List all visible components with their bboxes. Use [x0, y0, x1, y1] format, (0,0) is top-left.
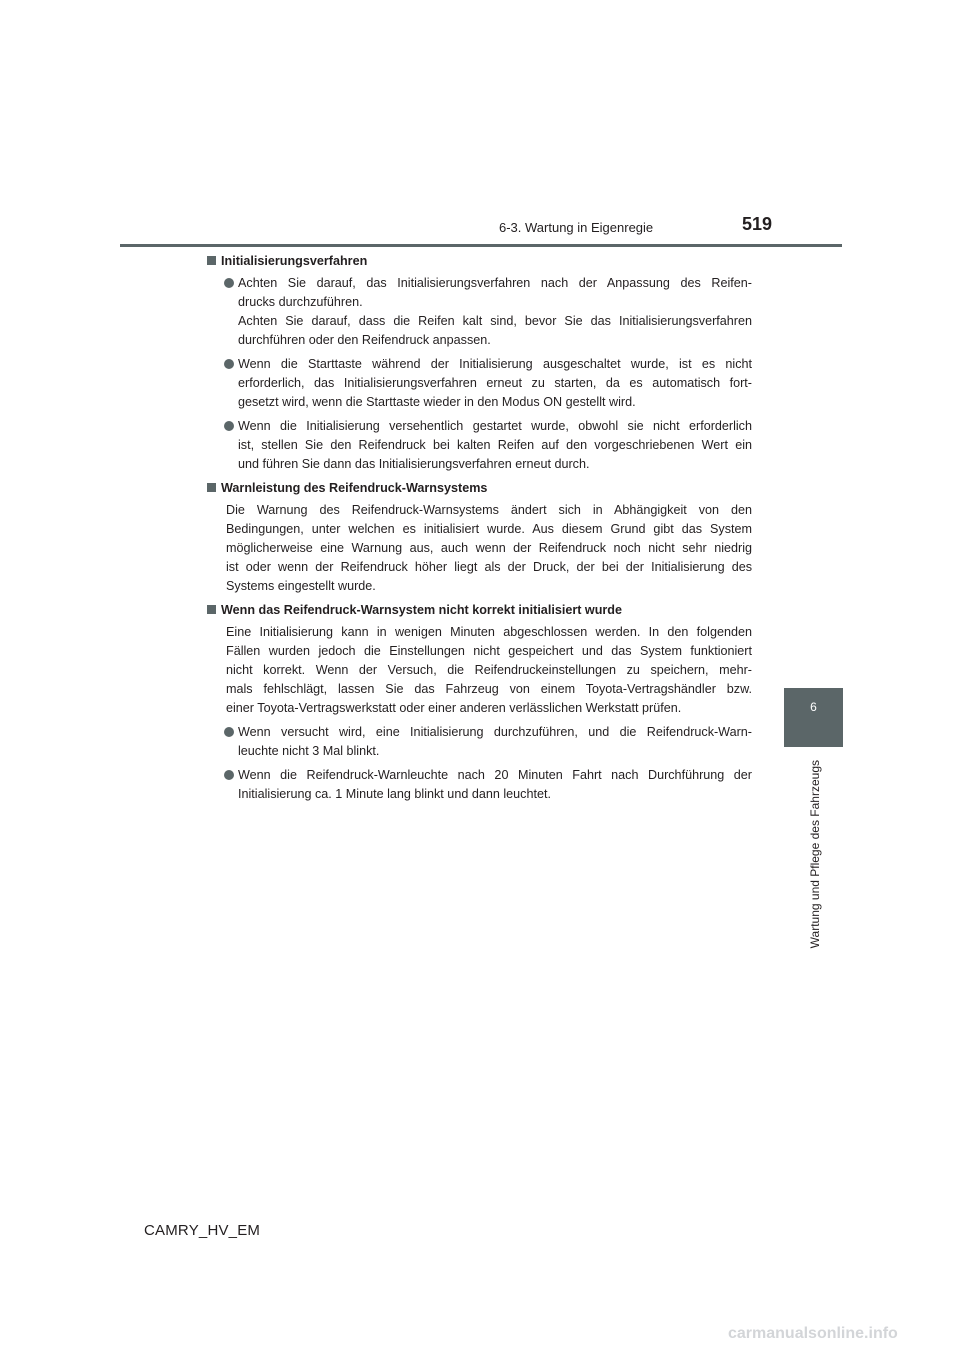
text-line: Wenn die Starttaste während der Initialisierung ausgeschaltet wurde, ist es nicht: [238, 357, 752, 371]
text-line: ist oder wenn der Reifendruck höher liegt als der Druck, der bei der Initialisierung des: [226, 560, 752, 574]
text-line: erforderlich, das Initialisierungsverfahren erneut zu starten, da es automatisch fort-: [238, 376, 752, 390]
list-item: [207, 766, 752, 804]
list-item-text: [238, 723, 752, 761]
text-line: ist, stellen Sie den Reifendruck bei kalten Reifen auf den vorgeschriebenen Wert ein: [238, 438, 752, 452]
square-bullet-icon: [207, 483, 216, 492]
text-line: Achten Sie darauf, dass die Reifen kalt sind, bevor Sie das Initialisierungsverfahren: [238, 314, 752, 328]
chapter-number: 6: [810, 700, 817, 714]
circle-bullet-icon: [224, 278, 234, 288]
text-line: durchführen oder den Reifendruck anpassen.: [238, 333, 491, 347]
text-line: möglicherweise eine Warnung aus, auch wenn der Reifendruck noch nicht sehr niedrig: [226, 541, 752, 555]
text-line: nicht korrekt. Wenn der Versuch, die Reifendruckeinstellungen zu speichern, mehr-: [226, 663, 752, 677]
text-line: Bedingungen, unter welchen es initialisiert wurde. Aus diesem Grund gibt das System: [226, 522, 752, 536]
text-line: gesetzt wird, wenn die Starttaste wieder in den Modus ON gestellt wird.: [238, 395, 636, 409]
text-line: Eine Initialisierung kann in wenigen Minuten abgeschlossen werden. In den folgenden: [226, 625, 752, 639]
text-line: Die Warnung des Reifendruck-Warnsystems ändert sich in Abhängigkeit von den: [226, 503, 752, 517]
text-line: Fällen wurden jedoch die Einstellungen nicht gespeichert und das System funktioniert: [226, 644, 752, 658]
watermark: carmanualsonline.info: [728, 1325, 898, 1342]
section-heading: [207, 479, 752, 498]
list-item-text: [238, 355, 752, 412]
chapter-title: Wartung und Pflege des Fahrzeugs: [808, 760, 822, 949]
list-item: [207, 274, 752, 350]
circle-bullet-icon: [224, 727, 234, 737]
text-line: Systems eingestellt wurde.: [226, 579, 376, 593]
list-item-text: [238, 766, 752, 804]
text-line: drucks durchzuführen.: [238, 295, 363, 309]
text-line: Initialisierung ca. 1 Minute lang blinkt und dann leuchtet.: [238, 787, 551, 801]
text-line: Wenn die Initialisierung versehentlich gestartet wurde, obwohl sie nicht erforderlich: [238, 419, 752, 433]
text-line: und führen Sie dann das Initialisierungsverfahren erneut durch.: [238, 457, 590, 471]
section-heading: [207, 601, 752, 620]
square-bullet-icon: [207, 605, 216, 614]
header-divider: [120, 244, 842, 247]
chapter-tab: [784, 688, 843, 747]
section-heading-text: Warnleistung des Reifendruck-Warnsystems: [221, 481, 488, 495]
paragraph: [226, 501, 752, 596]
list-item-text: [238, 417, 752, 474]
section-heading: [207, 252, 752, 271]
circle-bullet-icon: [224, 421, 234, 431]
circle-bullet-icon: [224, 770, 234, 780]
page-content: [207, 252, 752, 809]
model-code: CAMRY_HV_EM: [144, 1222, 261, 1239]
text-line: Wenn die Reifendruck-Warnleuchte nach 20 Minuten Fahrt nach Durchführung der: [238, 768, 752, 782]
chapter-title-vertical: [805, 760, 825, 960]
text-line: einer Toyota-Vertragswerkstatt oder einer anderen verlässlichen Werkstatt prüfen.: [226, 701, 682, 715]
list-item: [207, 723, 752, 761]
section-heading-text: Wenn das Reifendruck-Warnsystem nicht korrekt initialisiert wurde: [221, 603, 623, 617]
section-title: 6-3. Wartung in Eigenregie: [499, 220, 654, 235]
circle-bullet-icon: [224, 359, 234, 369]
section-heading-text: Initialisierungsverfahren: [221, 254, 368, 268]
list-item: [207, 355, 752, 412]
list-item: [207, 417, 752, 474]
list-item-text: [238, 274, 752, 350]
square-bullet-icon: [207, 256, 216, 265]
text-line: mals fehlschlägt, lassen Sie das Fahrzeug von einem Toyota-Vertragshändler bzw.: [226, 682, 752, 696]
text-line: Wenn versucht wird, eine Initialisierung durchzuführen, und die Reifendruck-Warn-: [238, 725, 752, 739]
paragraph: [226, 623, 752, 718]
text-line: Achten Sie darauf, das Initialisierungsverfahren nach der Anpassung des Reifen-: [238, 276, 752, 290]
page-number: 519: [742, 214, 773, 234]
text-line: leuchte nicht 3 Mal blinkt.: [238, 744, 380, 758]
